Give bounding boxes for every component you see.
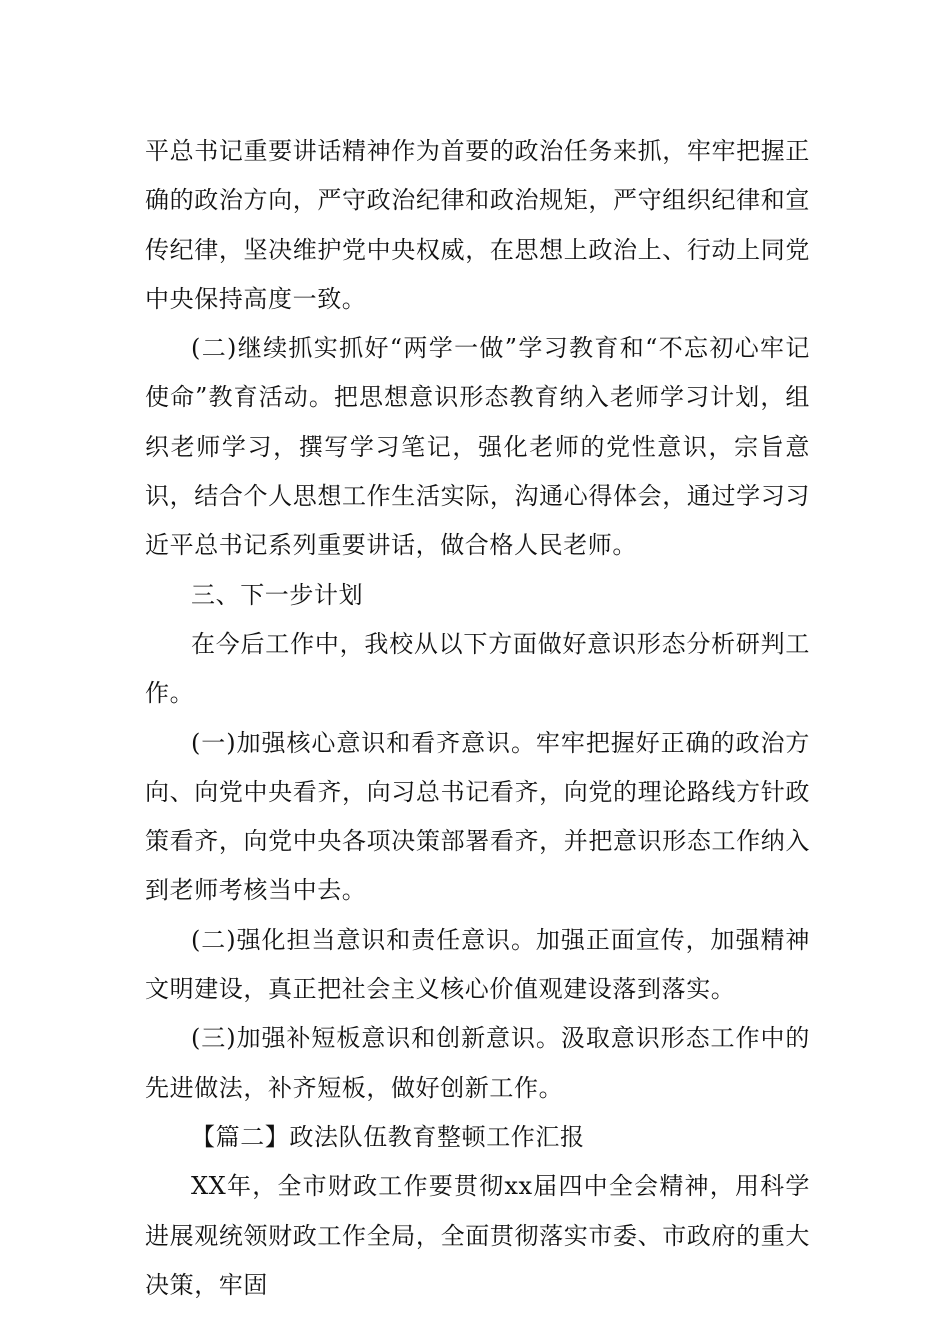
- paragraph-plan-item-2: (二)强化担当意识和责任意识。加强正面宣传，加强精神文明建设，真正把社会主义核心价值观建设落到落实。: [145, 925, 810, 1004]
- section-heading-next-plan: 三、下一步计划: [191, 580, 364, 609]
- paragraph-study-education: (二)继续抓实抓好“两学一做”学习教育和“不忘初心牢记使命”教育活动。把思想意识形态教育纳入老师学习计划，组织老师学习，撰写学习笔记，强化老师的党性意识，宗旨意识，结合个人思想工作生活实际，沟通心得体会，通过学习习近平总书记系列重要讲话，做合格人民老师。: [145, 334, 810, 560]
- paragraph-plan-item-3: (三)加强补短板意识和创新意识。汲取意识形态工作中的先进做法，补齐短板，做好创新工作。: [145, 1024, 810, 1102]
- document-body: [145, 127, 810, 1310]
- paragraph-finance-work: XX年，全市财政工作要贯彻xx届四中全会精神，用科学进展观统领财政工作全局，全面贯彻落实市委、市政府的重大决策，牢固: [145, 1172, 810, 1299]
- paragraph-continued: 平总书记重要讲话精神作为首要的政治任务来抓，牢牢把握正确的政治方向，严守政治纪律和政治规矩，严守组织纪律和宣传纪律，坚决维护党中央权威，在思想上政治上、行动上同党中央保持高度一致。: [145, 137, 810, 313]
- section-title-part-two: 【篇二】政法队伍教育整顿工作汇报: [191, 1122, 585, 1151]
- paragraph-intro-plan: 在今后工作中，我校从以下方面做好意识形态分析研判工作。: [145, 629, 810, 708]
- paragraph-plan-item-1: (一)加强核心意识和看齐意识。牢牢把握好正确的政治方向、向党中央看齐，向习总书记看齐，向党的理论路线方针政策看齐，向党中央各项决策部署看齐，并把意识形态工作纳入到老师考核当中去。: [145, 728, 810, 905]
